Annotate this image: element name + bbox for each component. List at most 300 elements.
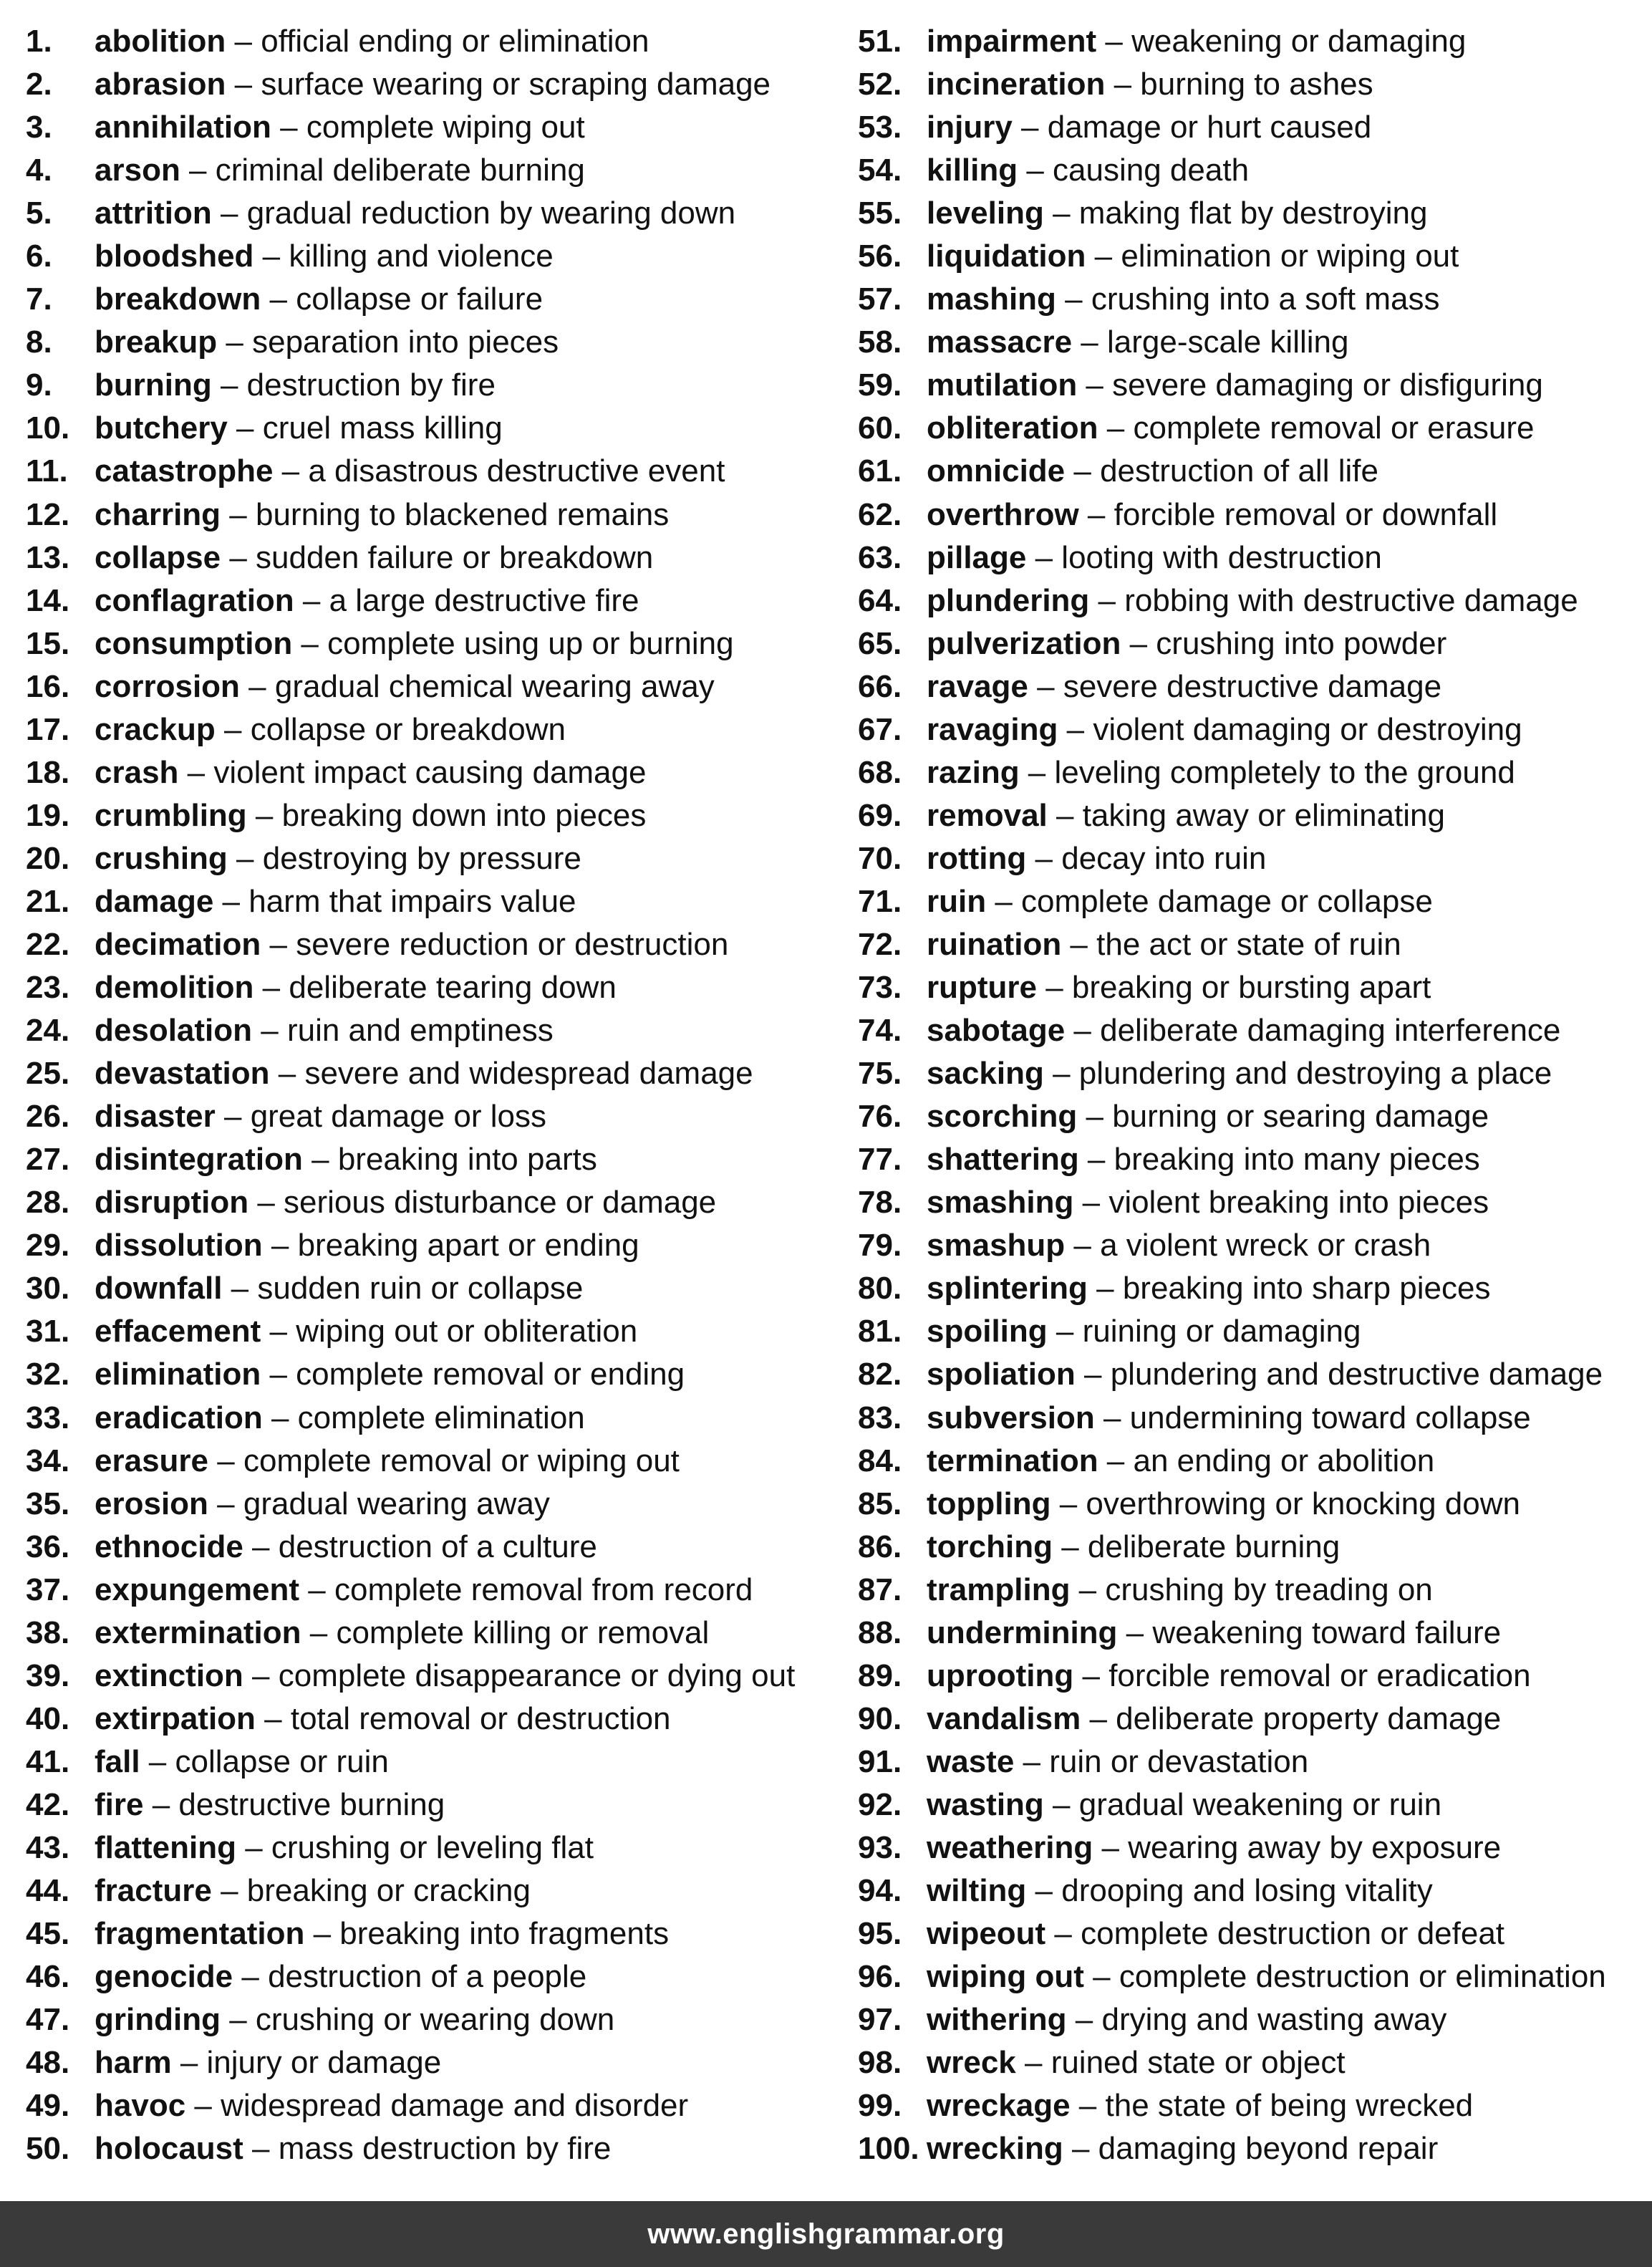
item-definition: violent breaking into pieces [1108, 1185, 1489, 1221]
item-word: devastation [95, 1056, 270, 1092]
list-item [26, 923, 849, 966]
item-separator: – [1121, 625, 1156, 661]
list-item [26, 1569, 849, 1612]
item-separator: – [1065, 453, 1101, 489]
item-word: damage [95, 883, 214, 919]
item-word: dissolution [95, 1228, 263, 1264]
list-item [858, 1095, 1652, 1138]
item-definition: great damage or loss [250, 1099, 547, 1135]
item-word: sabotage [927, 1013, 1066, 1049]
item-definition: severe damaging or disfiguring [1112, 367, 1543, 403]
item-number: 38. [26, 1614, 70, 1650]
item-separator: – [261, 1357, 296, 1392]
item-word: crash [95, 754, 179, 790]
item-definition: destruction of a culture [278, 1529, 597, 1564]
item-number: 66. [858, 668, 902, 704]
item-definition: breaking into sharp pieces [1122, 1271, 1491, 1306]
item-definition: complete disappearance or dying out [278, 1657, 796, 1693]
item-definition: harm that impairs value [248, 883, 576, 919]
item-separator: – [239, 668, 275, 704]
item-number: 28. [26, 1185, 70, 1221]
list-item [858, 321, 1652, 364]
item-definition: violent impact causing damage [213, 754, 647, 790]
item-separator: – [253, 970, 289, 1006]
item-definition: official ending or elimination [261, 24, 649, 59]
item-definition: breaking apart or ending [297, 1228, 639, 1264]
item-separator: – [221, 496, 256, 532]
item-separator: – [1098, 410, 1134, 446]
item-word: wiping out [927, 1959, 1084, 1995]
item-separator: – [1077, 367, 1113, 403]
item-number: 77. [858, 1142, 902, 1178]
item-definition: severe and widespread damage [304, 1056, 753, 1092]
item-definition: severe reduction or destruction [296, 926, 729, 962]
list-item [26, 1869, 849, 1912]
item-separator: – [301, 1614, 337, 1650]
item-definition: mass destruction by fire [278, 2131, 612, 2167]
item-word: annihilation [95, 110, 271, 145]
list-item [26, 235, 849, 278]
list-item [858, 1052, 1652, 1095]
item-word: spoliation [927, 1357, 1076, 1392]
item-separator: – [227, 410, 263, 446]
item-separator: – [227, 840, 263, 876]
list-item [26, 1526, 849, 1569]
word-list-column-left [26, 20, 849, 2170]
list-item [858, 2084, 1652, 2127]
item-separator: – [1047, 797, 1083, 833]
list-item [26, 106, 849, 149]
item-definition: plundering and destroying a place [1078, 1056, 1552, 1092]
list-item [858, 1397, 1652, 1440]
item-number: 32. [26, 1357, 70, 1392]
item-number: 78. [858, 1185, 902, 1221]
item-definition: ruined state or object [1050, 2045, 1346, 2081]
item-word: ruin [927, 883, 987, 919]
item-definition: a large destructive fire [329, 582, 639, 618]
item-definition: deliberate damaging interference [1100, 1013, 1561, 1049]
item-separator: – [215, 711, 251, 747]
item-number: 81. [858, 1314, 902, 1349]
item-number: 34. [26, 1443, 70, 1478]
item-definition: widespread damage and disorder [221, 2088, 689, 2124]
item-definition: destruction by fire [246, 367, 496, 403]
item-number: 21. [26, 883, 70, 919]
item-number: 40. [26, 1700, 70, 1736]
list-item [26, 494, 849, 536]
item-separator: – [252, 1013, 287, 1049]
item-word: breakup [95, 324, 218, 360]
list-item [26, 536, 849, 579]
item-word: disintegration [95, 1142, 303, 1178]
item-word: desolation [95, 1013, 253, 1049]
item-number: 45. [26, 1916, 70, 1952]
item-number: 41. [26, 1743, 70, 1779]
item-definition: elimination or wiping out [1121, 239, 1459, 274]
list-item [26, 1353, 849, 1396]
item-word: abrasion [95, 67, 226, 102]
item-word: decimation [95, 926, 261, 962]
item-definition: complete destruction or elimination [1119, 1959, 1606, 1995]
list-item [26, 1483, 849, 1526]
item-word: erosion [95, 1486, 208, 1521]
item-number: 100. [858, 2131, 919, 2167]
list-item [26, 450, 849, 493]
item-word: removal [927, 797, 1048, 833]
item-number: 47. [26, 2002, 70, 2038]
item-number: 14. [26, 582, 70, 618]
item-separator: – [1070, 1572, 1106, 1607]
item-separator: – [269, 1056, 305, 1092]
item-number: 94. [858, 1873, 902, 1909]
item-word: leveling [927, 196, 1044, 231]
item-definition: drooping and losing vitality [1061, 1873, 1433, 1909]
item-separator: – [171, 2045, 207, 2081]
item-separator: – [1058, 711, 1093, 747]
item-word: liquidation [927, 239, 1086, 274]
item-number: 50. [26, 2131, 70, 2167]
item-number: 62. [858, 496, 902, 532]
item-separator: – [1098, 1443, 1134, 1478]
item-definition: complete destruction or defeat [1081, 1916, 1505, 1952]
list-item [26, 2041, 849, 2084]
item-word: scorching [927, 1099, 1078, 1135]
item-number: 36. [26, 1529, 70, 1564]
list-item [26, 1741, 849, 1784]
item-word: burning [95, 367, 212, 403]
list-item [858, 1569, 1652, 1612]
item-number: 24. [26, 1013, 70, 1049]
item-number: 73. [858, 970, 902, 1006]
list-item [858, 1224, 1652, 1267]
list-item [26, 2084, 849, 2127]
item-definition: complete removal or wiping out [243, 1443, 680, 1478]
item-number: 3. [26, 110, 52, 145]
list-item [858, 708, 1652, 751]
item-number: 92. [858, 1786, 902, 1822]
item-separator: – [1050, 1486, 1086, 1521]
list-item [858, 235, 1652, 278]
item-word: mashing [927, 281, 1056, 317]
item-number: 98. [858, 2045, 902, 2081]
item-definition: breaking or bursting apart [1071, 970, 1431, 1006]
item-word: ethnocide [95, 1529, 243, 1564]
item-word: ravaging [927, 711, 1058, 747]
item-separator: – [304, 1916, 340, 1952]
item-separator: – [1072, 324, 1107, 360]
item-definition: crushing into a soft mass [1091, 281, 1440, 317]
item-word: plundering [927, 582, 1090, 618]
item-separator: – [243, 1657, 279, 1693]
item-separator: – [261, 1314, 296, 1349]
item-definition: breaking into parts [337, 1142, 597, 1178]
item-number: 18. [26, 754, 70, 790]
item-word: pulverization [927, 625, 1121, 661]
item-word: waste [927, 1743, 1015, 1779]
item-definition: destroying by pressure [262, 840, 581, 876]
item-separator: – [1026, 1873, 1062, 1909]
list-item [26, 1095, 849, 1138]
item-separator: – [1012, 110, 1048, 145]
list-item [26, 20, 849, 63]
list-item [858, 1784, 1652, 1826]
item-word: incineration [927, 67, 1106, 102]
item-number: 46. [26, 1959, 70, 1995]
item-word: crackup [95, 711, 216, 747]
item-separator: – [178, 754, 214, 790]
footer-bar [0, 2201, 1652, 2267]
item-number: 75. [858, 1056, 902, 1092]
item-number: 99. [858, 2088, 902, 2124]
list-item [26, 622, 849, 665]
item-number: 26. [26, 1099, 70, 1135]
item-number: 23. [26, 970, 70, 1006]
item-word: fragmentation [95, 1916, 305, 1952]
item-number: 4. [26, 153, 52, 188]
item-definition: total removal or destruction [290, 1700, 671, 1736]
list-item [858, 278, 1652, 321]
item-separator: – [248, 1185, 284, 1221]
list-item [858, 751, 1652, 794]
item-number: 33. [26, 1400, 70, 1435]
item-definition: gradual chemical wearing away [274, 668, 715, 704]
item-separator: – [255, 1700, 291, 1736]
item-definition: wiping out or obliteration [296, 1314, 638, 1349]
item-word: charring [95, 496, 221, 532]
item-word: expungement [95, 1572, 300, 1607]
item-separator: – [1045, 1916, 1081, 1952]
item-word: sacking [927, 1056, 1044, 1092]
item-definition: damaging beyond repair [1098, 2131, 1439, 2167]
item-separator: – [243, 1529, 279, 1564]
list-item [858, 579, 1652, 622]
item-definition: collapse or failure [296, 281, 544, 317]
list-item [858, 106, 1652, 149]
item-definition: complete killing or removal [336, 1614, 710, 1650]
item-definition: breaking into many pieces [1114, 1142, 1480, 1178]
list-item [26, 837, 849, 880]
item-definition: large-scale killing [1107, 324, 1349, 360]
item-definition: a violent wreck or crash [1100, 1228, 1431, 1264]
item-word: wreckage [927, 2088, 1071, 2124]
item-word: injury [927, 110, 1013, 145]
item-separator: – [1019, 754, 1055, 790]
item-number: 88. [858, 1614, 902, 1650]
item-separator: – [1078, 1142, 1114, 1178]
item-separator: – [1093, 1829, 1129, 1865]
item-word: wreck [927, 2045, 1016, 2081]
item-separator: – [1056, 281, 1091, 317]
item-definition: gradual weakening or ruin [1078, 1786, 1442, 1822]
item-word: collapse [95, 539, 221, 575]
item-separator: – [1043, 196, 1079, 231]
list-item [26, 321, 849, 364]
list-item [26, 1612, 849, 1655]
item-definition: taking away or eliminating [1082, 797, 1445, 833]
item-separator: – [1078, 496, 1114, 532]
item-number: 74. [858, 1013, 902, 1049]
item-definition: the act or state of ruin [1096, 926, 1401, 962]
item-definition: weakening toward failure [1152, 1614, 1502, 1650]
item-number: 80. [858, 1271, 902, 1306]
item-number: 43. [26, 1829, 70, 1865]
list-item [26, 278, 849, 321]
item-number: 82. [858, 1357, 902, 1392]
item-number: 83. [858, 1400, 902, 1435]
list-item [26, 1826, 849, 1869]
item-definition: decay into ruin [1061, 840, 1267, 876]
item-number: 95. [858, 1916, 902, 1952]
list-item [858, 2127, 1652, 2170]
item-word: wilting [927, 1873, 1027, 1909]
list-item [26, 1397, 849, 1440]
list-item [26, 579, 849, 622]
item-definition: a disastrous destructive event [308, 453, 725, 489]
list-item [26, 1052, 849, 1095]
item-number: 25. [26, 1056, 70, 1092]
item-definition: sudden ruin or collapse [257, 1271, 584, 1306]
item-word: flattening [95, 1829, 236, 1865]
list-item [26, 751, 849, 794]
item-separator: – [1096, 24, 1132, 59]
item-word: subversion [927, 1400, 1095, 1435]
item-definition: killing and violence [289, 239, 554, 274]
item-separator: – [262, 1400, 298, 1435]
item-number: 1. [26, 24, 52, 59]
item-separator: – [236, 1829, 271, 1865]
item-number: 13. [26, 539, 70, 575]
item-definition: an ending or abolition [1133, 1443, 1435, 1478]
item-definition: breaking or cracking [246, 1873, 531, 1909]
item-number: 71. [858, 883, 902, 919]
item-definition: complete elimination [297, 1400, 585, 1435]
item-word: extirpation [95, 1700, 256, 1736]
item-word: torching [927, 1529, 1053, 1564]
item-separator: – [226, 24, 261, 59]
item-definition: leveling completely to the ground [1054, 754, 1515, 790]
item-number: 86. [858, 1529, 902, 1564]
item-number: 91. [858, 1743, 902, 1779]
list-item [858, 364, 1652, 407]
item-definition: crushing or wearing down [255, 2002, 615, 2038]
list-item [858, 494, 1652, 536]
item-word: uprooting [927, 1657, 1074, 1693]
list-item [26, 1655, 849, 1698]
list-item [26, 794, 849, 837]
item-word: extinction [95, 1657, 243, 1693]
item-separator: – [211, 196, 247, 231]
list-item [858, 837, 1652, 880]
item-number: 51. [858, 24, 902, 59]
item-word: killing [927, 153, 1018, 188]
item-definition: making flat by destroying [1078, 196, 1428, 231]
item-separator: – [1073, 1657, 1109, 1693]
list-item [858, 1698, 1652, 1741]
item-definition: drying and wasting away [1101, 2002, 1447, 2038]
item-word: weathering [927, 1829, 1093, 1865]
item-word: grinding [95, 2002, 221, 2038]
item-separator: – [1070, 2088, 1106, 2124]
list-item [858, 407, 1652, 450]
item-number: 7. [26, 281, 52, 317]
item-word: breakdown [95, 281, 261, 317]
item-number: 31. [26, 1314, 70, 1349]
item-definition: severe destructive damage [1063, 668, 1442, 704]
item-number: 12. [26, 496, 70, 532]
word-list [0, 20, 1652, 2169]
item-separator: – [1026, 840, 1062, 876]
item-separator: – [215, 1099, 251, 1135]
item-number: 57. [858, 281, 902, 317]
item-number: 60. [858, 410, 902, 446]
item-separator: – [211, 1873, 247, 1909]
item-number: 44. [26, 1873, 70, 1909]
item-definition: cruel mass killing [262, 410, 503, 446]
item-number: 76. [858, 1099, 902, 1135]
item-separator: – [1073, 1185, 1109, 1221]
item-number: 58. [858, 324, 902, 360]
list-item [858, 1138, 1652, 1181]
item-definition: undermining toward collapse [1129, 1400, 1531, 1435]
item-number: 59. [858, 367, 902, 403]
item-definition: breaking into fragments [339, 1916, 670, 1952]
list-item [858, 20, 1652, 63]
item-separator: – [1047, 1314, 1083, 1349]
list-item [858, 63, 1652, 106]
item-word: conflagration [95, 582, 294, 618]
list-item [858, 1998, 1652, 2041]
item-word: splintering [927, 1271, 1088, 1306]
item-separator: – [271, 110, 306, 145]
list-item [858, 1440, 1652, 1483]
item-number: 97. [858, 2002, 902, 2038]
item-definition: forcible removal or downfall [1114, 496, 1498, 532]
item-word: obliteration [927, 410, 1098, 446]
item-number: 72. [858, 926, 902, 962]
item-definition: crushing or leveling flat [271, 1829, 594, 1865]
item-definition: criminal deliberate burning [215, 153, 585, 188]
item-number: 63. [858, 539, 902, 575]
item-word: genocide [95, 1959, 233, 1995]
item-number: 53. [858, 110, 902, 145]
item-definition: burning to ashes [1140, 67, 1373, 102]
item-word: smashup [927, 1228, 1066, 1264]
item-definition: collapse or ruin [175, 1743, 389, 1779]
item-word: trampling [927, 1572, 1071, 1607]
footer-website-url: www.englishgrammar.org [647, 2218, 1005, 2250]
item-definition: collapse or breakdown [250, 711, 566, 747]
item-word: fracture [95, 1873, 212, 1909]
item-definition: plundering and destructive damage [1110, 1357, 1603, 1392]
item-word: overthrow [927, 496, 1079, 532]
item-word: holocaust [95, 2131, 243, 2167]
item-word: demolition [95, 970, 254, 1006]
list-item [858, 665, 1652, 708]
item-definition: serious disturbance or damage [284, 1185, 717, 1221]
item-separator: – [1066, 2002, 1102, 2038]
item-separator: – [302, 1142, 338, 1178]
item-separator: – [1086, 239, 1121, 274]
item-word: wasting [927, 1786, 1044, 1822]
item-definition: deliberate tearing down [289, 970, 617, 1006]
item-number: 79. [858, 1228, 902, 1264]
item-number: 20. [26, 840, 70, 876]
item-number: 49. [26, 2088, 70, 2124]
item-definition: ruin or devastation [1049, 1743, 1309, 1779]
list-item [858, 1353, 1652, 1396]
item-word: shattering [927, 1142, 1079, 1178]
item-definition: breaking down into pieces [281, 797, 647, 833]
